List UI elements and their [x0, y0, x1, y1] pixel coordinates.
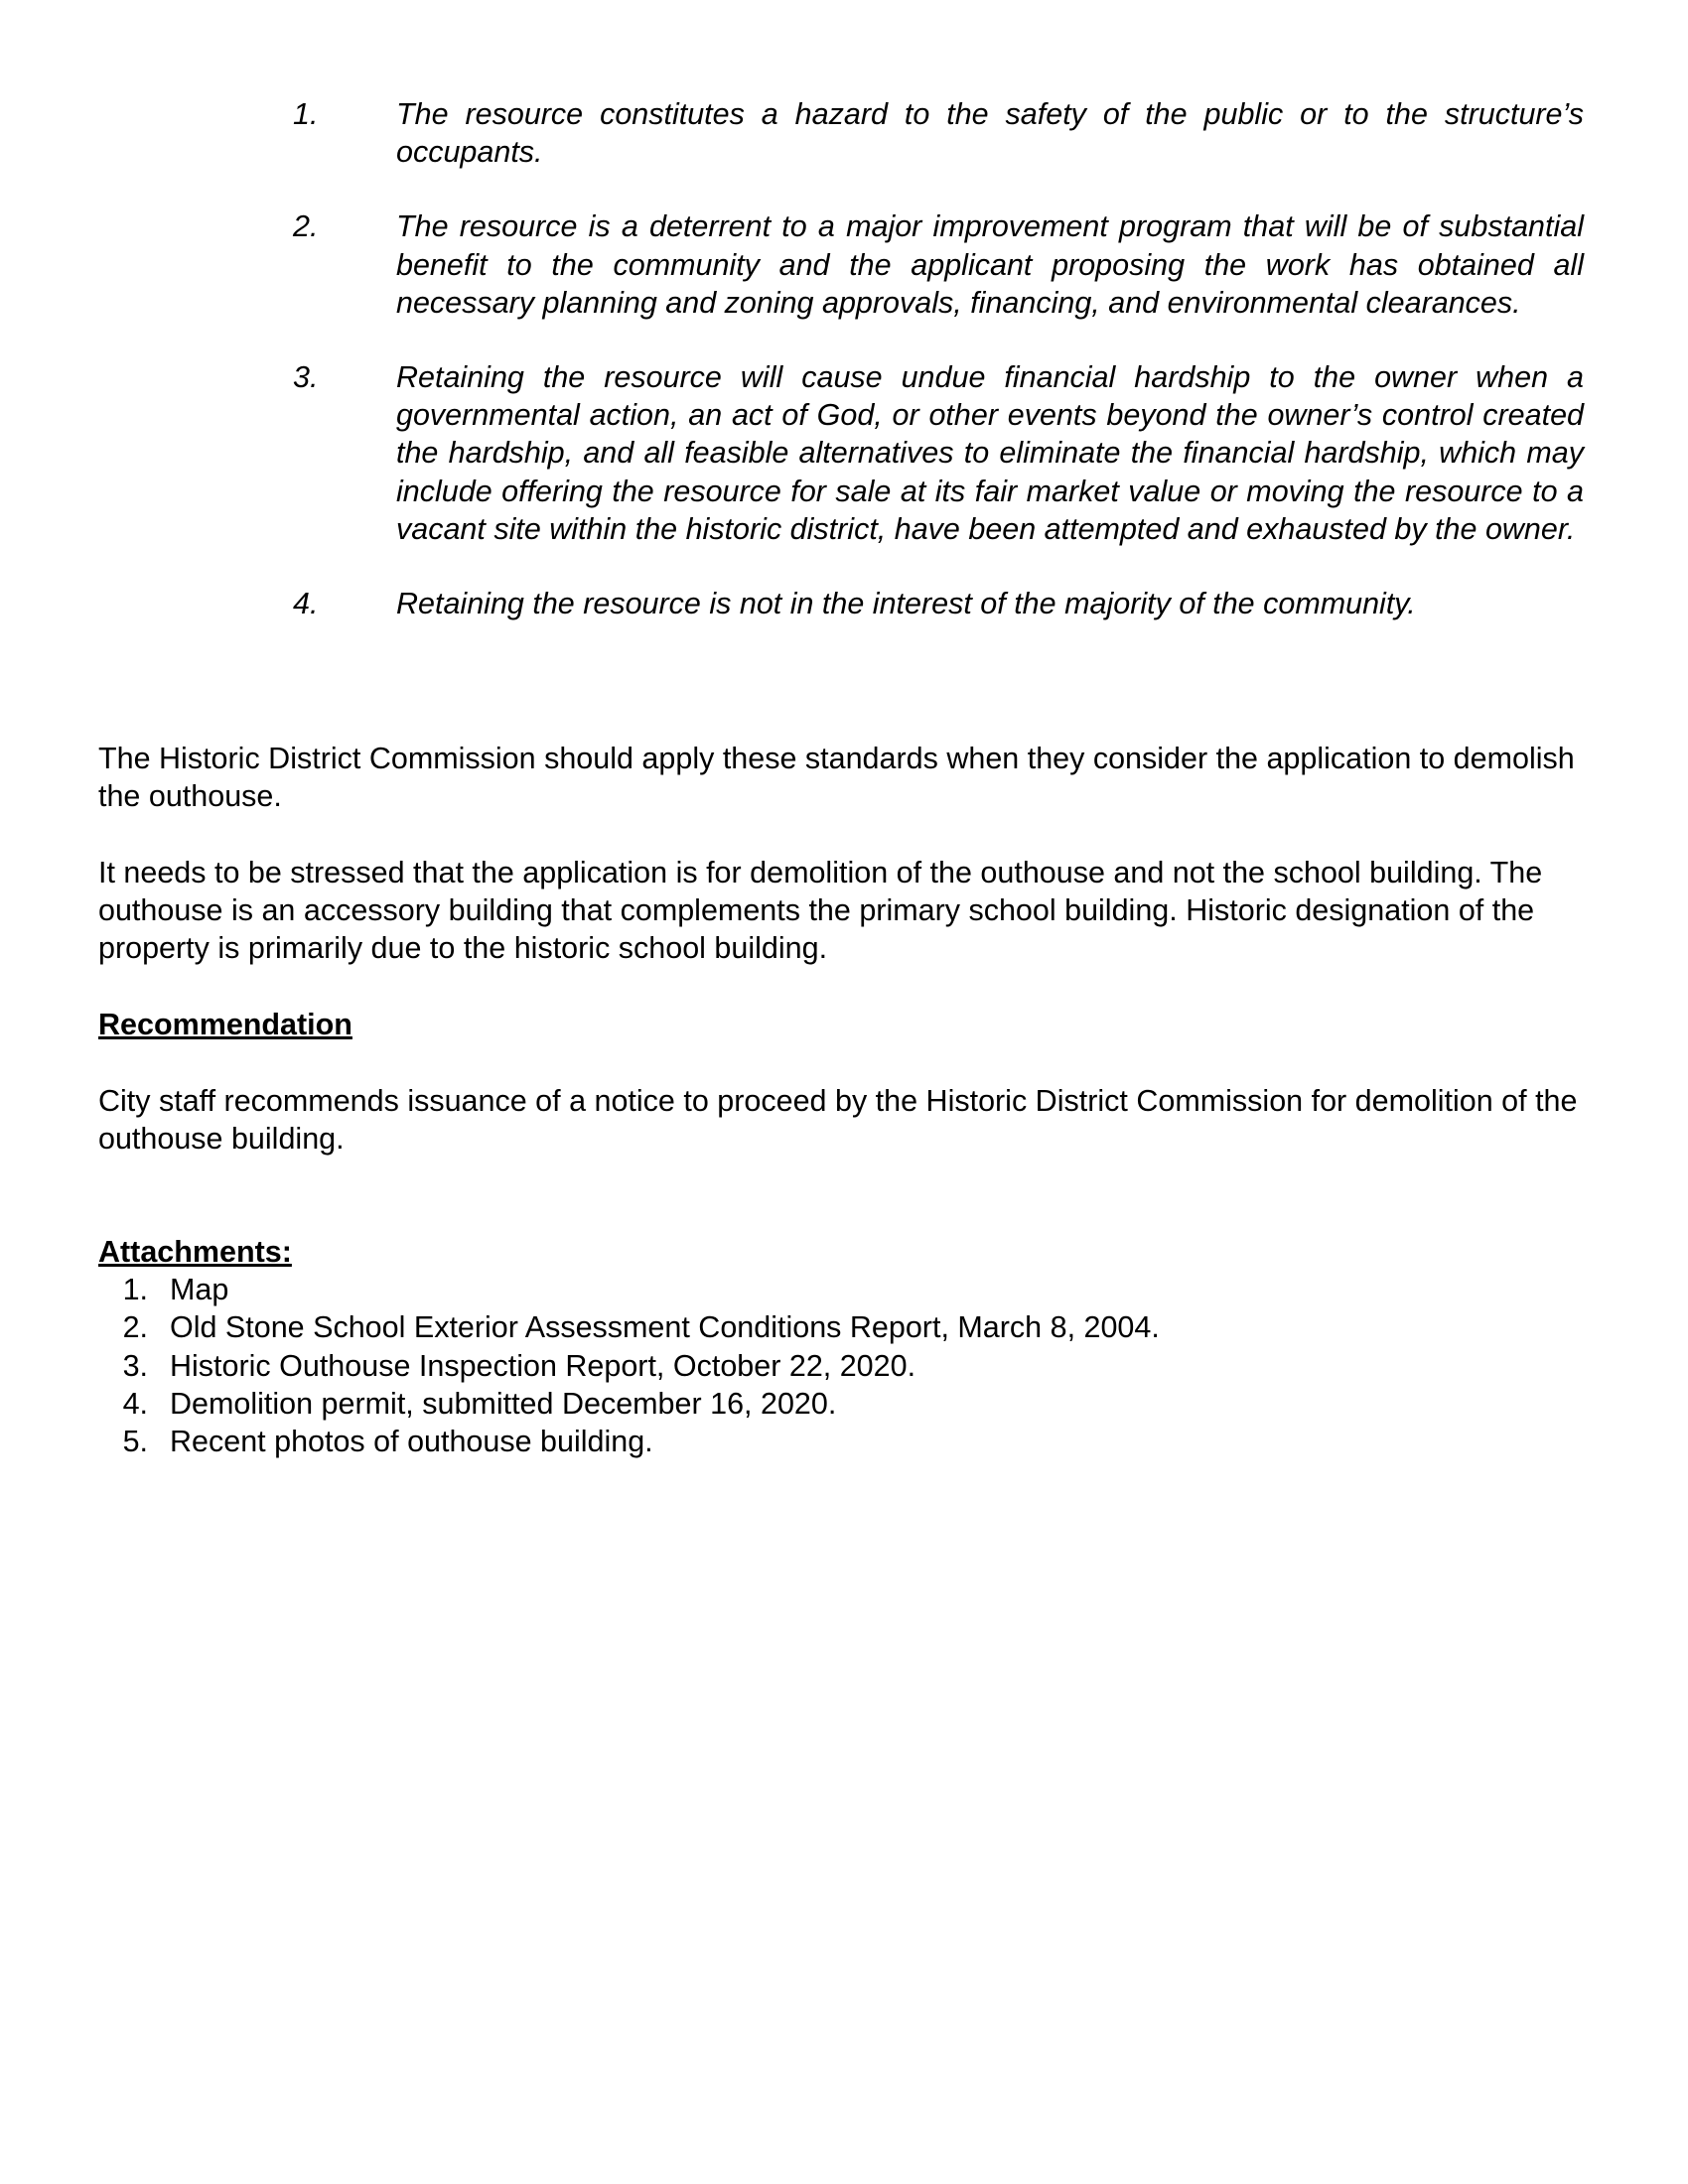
attachment-item [98, 1271, 1588, 1308]
attachment-item [98, 1385, 1588, 1423]
criteria-item [293, 207, 1584, 322]
attachment-text: Demolition permit, submitted December 16, 2020. [170, 1386, 837, 1421]
attachments-list [98, 1271, 1588, 1460]
attachment-number: 2. [122, 1310, 148, 1345]
criteria-item [293, 358, 1584, 548]
attachment-text: Old Stone School Exterior Assessment Conditions Report, March 8, 2004. [170, 1310, 1160, 1345]
standards-paragraph: The Historic District Commission should apply these standards when they consider the application to demolish the outhouse. [98, 742, 1575, 814]
attachments-heading: Attachments: [98, 1235, 292, 1269]
attachment-text: Historic Outhouse Inspection Report, October 22, 2020. [170, 1348, 916, 1383]
stressed-paragraph: It needs to be stressed that the application is for demolition of the outhouse and not the school building. The outhouse is an accessory building that complements the primary school building. Historic designation of the property is primarily due to the historic school building. [98, 856, 1543, 966]
stressed-paragraph-block [98, 854, 1588, 968]
recommendation-heading: Recommendation [98, 1008, 352, 1041]
criteria-number: 1. [293, 97, 319, 131]
standards-paragraph-block [98, 740, 1588, 815]
criteria-item [293, 95, 1584, 171]
attachment-text: Recent photos of outhouse building. [170, 1425, 653, 1459]
demolition-criteria-list [293, 95, 1584, 659]
recommendation-text: City staff recommends issuance of a notice to proceed by the Historic District Commission for demolition of the outhouse building. [98, 1084, 1578, 1157]
attachment-number: 1. [122, 1273, 148, 1307]
criteria-text: The resource is a deterrent to a major improvement program that will be of substantial benefit to the community and the applicant proposing the work has obtained all necessary planning and zoning approvals, financing, and environmental clearances. [396, 209, 1584, 320]
attachment-item [98, 1308, 1588, 1346]
attachment-item [98, 1423, 1588, 1460]
criteria-text: Retaining the resource is not in the interest of the majority of the community. [396, 587, 1416, 621]
recommendation-heading-block [98, 1006, 1588, 1043]
criteria-number: 3. [293, 360, 319, 395]
attachment-number: 5. [122, 1425, 148, 1459]
recommendation-text-block [98, 1082, 1588, 1158]
criteria-text: The resource constitutes a hazard to the safety of the public or to the structure’s occupants. [396, 97, 1584, 170]
attachments-section [98, 1233, 1588, 1460]
attachment-text: Map [170, 1273, 229, 1307]
attachment-number: 4. [122, 1386, 148, 1421]
criteria-text: Retaining the resource will cause undue financial hardship to the owner when a governmental action, an act of God, or other events beyond the owner’s control created the hardship, and all feasible alternatives to eliminate the financial hardship, which may include offering the resource for sale at its fair market value or moving the resource to a vacant site within the historic district, have been attempted and exhausted by the owner. [396, 360, 1584, 546]
attachment-number: 3. [122, 1348, 148, 1383]
attachment-item [98, 1347, 1588, 1385]
criteria-number: 4. [293, 587, 319, 621]
criteria-item [293, 585, 1584, 622]
criteria-number: 2. [293, 209, 319, 244]
